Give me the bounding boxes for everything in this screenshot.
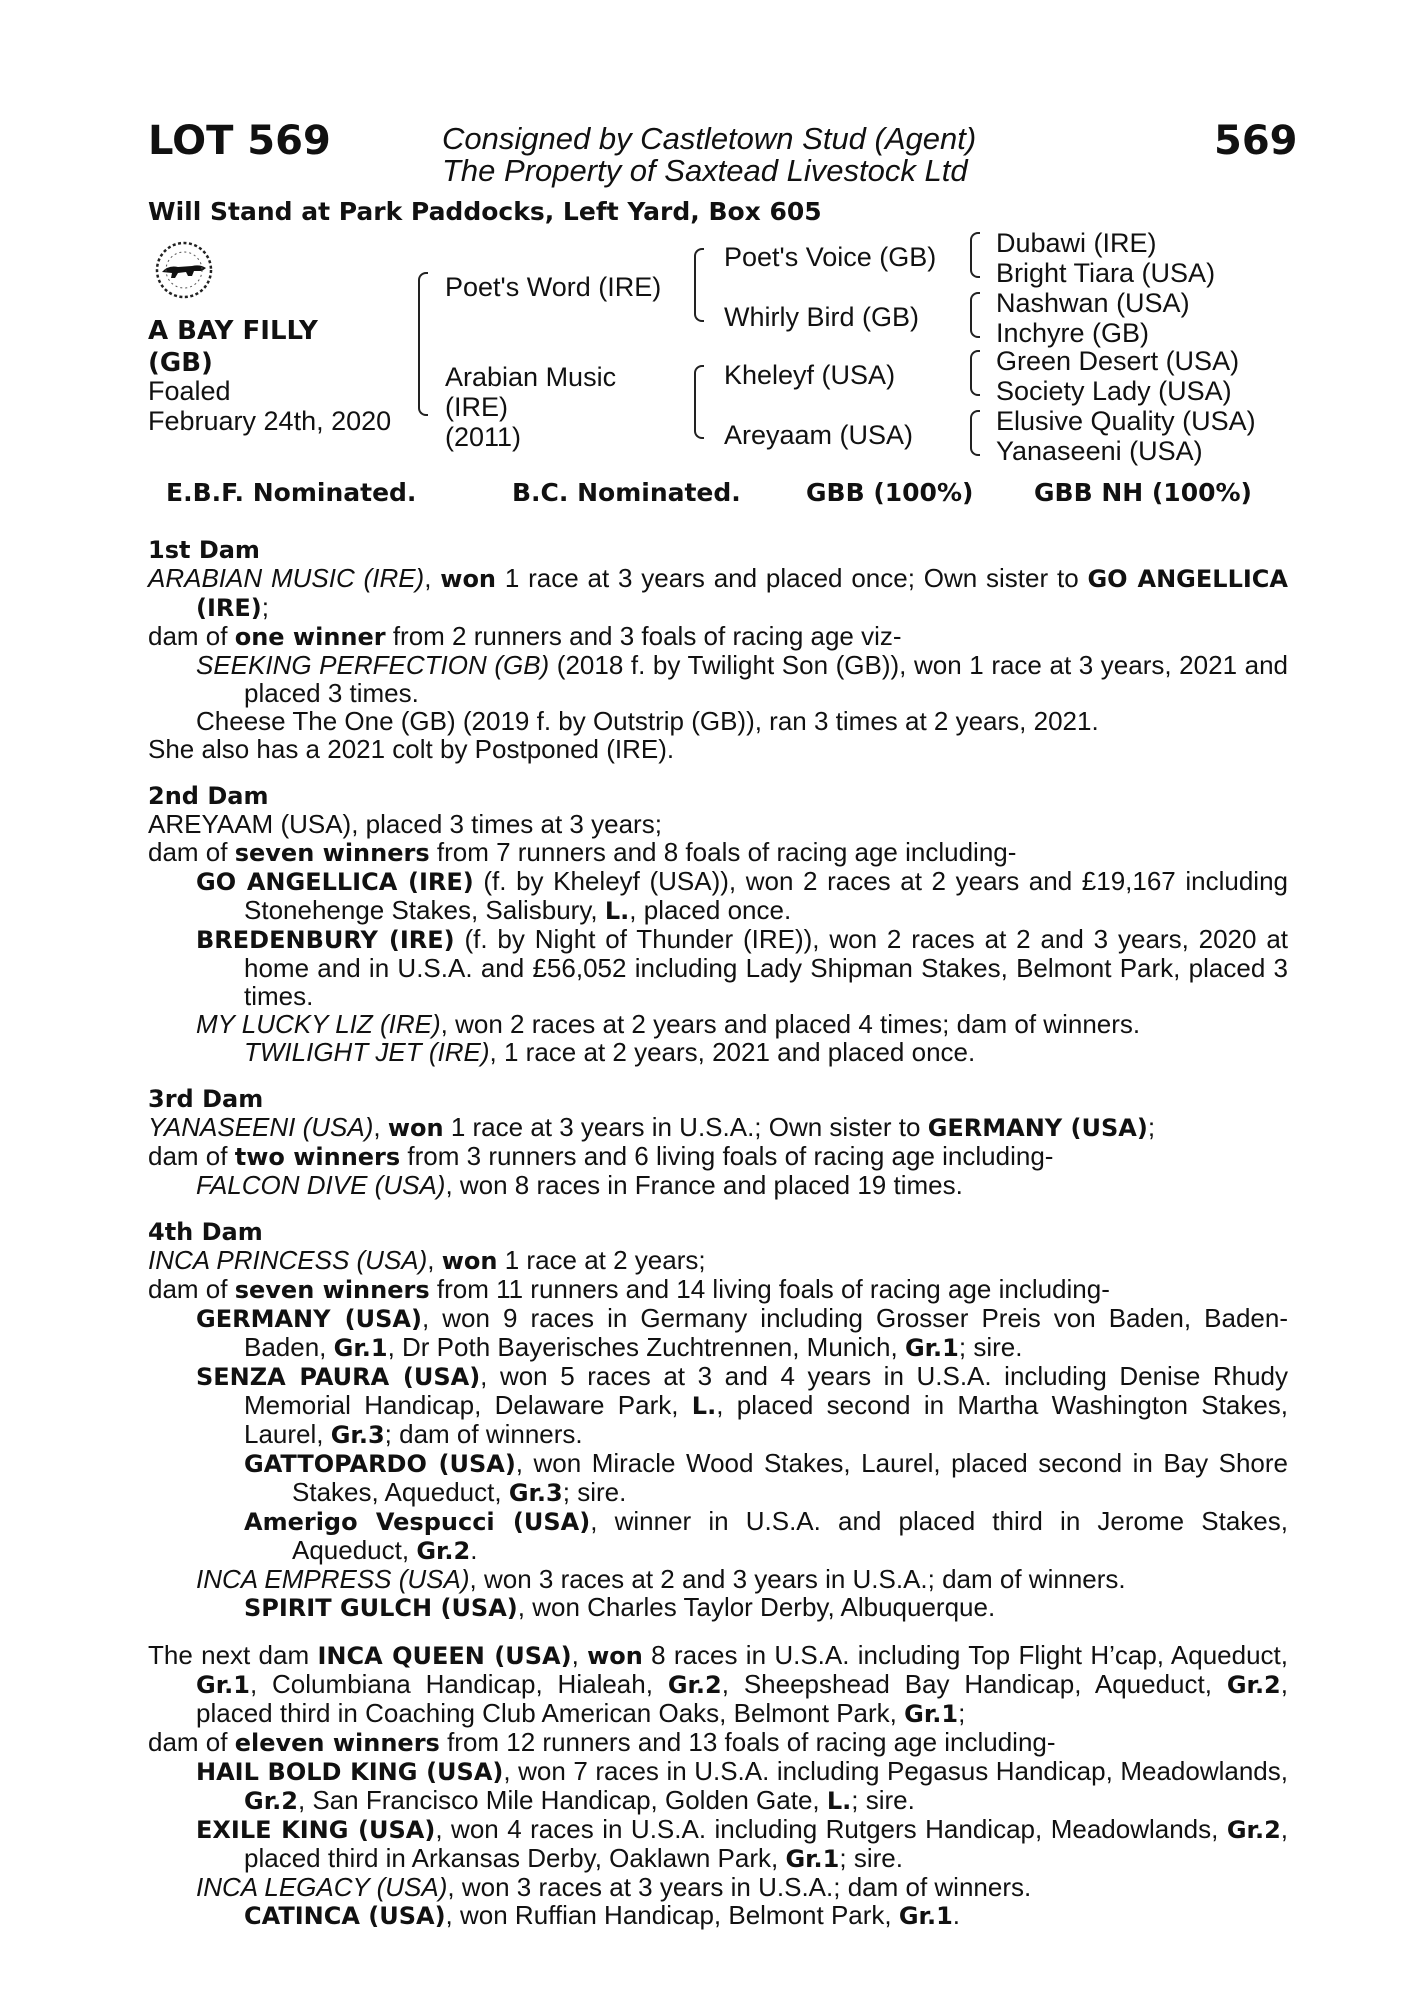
bc-nominated: B.C. Nominated. (512, 478, 741, 507)
produce-entry: INCA LEGACY (USA), won 3 races at 3 years in U.S.A.; dam of winners. (196, 1872, 1032, 1902)
produce-entry: SPIRIT GULCH (USA), won Charles Taylor Derby, Albuquerque. (244, 1592, 996, 1622)
pedigree-brace (970, 232, 980, 278)
first-dam-heading: 1st Dam (148, 536, 260, 564)
gbb-flag: GBB (100%) (806, 478, 974, 507)
third-dam-heading: 3rd Dam (148, 1085, 264, 1113)
pedigree-g6: Society Lady (USA) (996, 376, 1232, 406)
property-line: The Property of Saxtead Livestock Ltd (442, 153, 968, 188)
pedigree-dam-country: (IRE) (445, 392, 508, 422)
pedigree-brace (970, 410, 980, 456)
produce-entry: GO ANGELLICA (IRE) (f. by Kheleyf (USA)), won 2 races at 2 years and £19,167 including Stonehenge Stakes, Salisbury, L., placed once. (196, 866, 1288, 925)
produce-entry: TWILIGHT JET (IRE), 1 race at 2 years, 2021 and placed once. (244, 1037, 976, 1067)
pedigree-brace (970, 350, 980, 396)
produce-entry: FALCON DIVE (USA), won 8 races in France and placed 19 times. (196, 1170, 963, 1200)
produce-entry: CATINCA (USA), won Ruffian Handicap, Belmont Park, Gr.1. (244, 1900, 961, 1930)
consignor-line: Consigned by Castletown Stud (Agent) (442, 121, 977, 156)
produce-entry: SENZA PAURA (USA), won 5 races at 3 and 4 years in U.S.A. including Denise Rhudy Memorial Handicap, Delaware Park, L., placed second in Martha Washington Stakes, Laurel, Gr.3; dam of winners. (196, 1361, 1288, 1449)
produce-entry: Cheese The One (GB) (2019 f. by Outstrip (GB)), ran 3 times at 2 years, 2021. (196, 706, 1099, 736)
pedigree-dam-sire: Kheleyf (USA) (724, 360, 896, 390)
pedigree-sire-dam: Whirly Bird (GB) (724, 302, 919, 332)
produce-entry: GATTOPARDO (USA), won Miracle Wood Stakes, Laurel, placed second in Bay Shore Stakes, Aqueduct, Gr.3; sire. (244, 1448, 1289, 1507)
pedigree-g2: Bright Tiara (USA) (996, 258, 1216, 288)
horse-name: A BAY FILLY (148, 316, 318, 346)
produce-note: She also has a 2021 colt by Postponed (IRE). (148, 734, 675, 764)
pedigree-brace (418, 272, 428, 416)
gbb-nh-flag: GBB NH (100%) (1034, 478, 1252, 507)
foaled-date: February 24th, 2020 (148, 406, 392, 436)
second-dam-entry: AREYAAM (USA), placed 3 times at 3 years; (148, 809, 662, 839)
nominations-row (0, 478, 1424, 512)
pedigree-g7: Elusive Quality (USA) (996, 406, 1256, 436)
produce-entry: GERMANY (USA), won 9 races in Germany including Grosser Preis von Baden, Baden-Baden, Gr.1, Dr Poth Bayerisches Zuchtrennen, Munich, Gr.1; sire. (196, 1303, 1288, 1362)
second-dam-produce-summary: dam of seven winners from 7 runners and 8 foals of racing age including- (148, 837, 1017, 867)
foaled-label: Foaled (148, 376, 231, 406)
first-dam-produce-summary: dam of one winner from 2 runners and 3 foals of racing age viz- (148, 621, 902, 651)
pedigree-brace (970, 292, 980, 338)
lot-label: LOT 569 (148, 118, 331, 164)
produce-entry: INCA EMPRESS (USA), won 3 races at 2 and 3 years in U.S.A.; dam of winners. (196, 1564, 1126, 1594)
ebf-stallion-logo-icon (148, 238, 220, 302)
stand-location: Will Stand at Park Paddocks, Left Yard, Box 605 (148, 197, 822, 226)
fourth-dam-heading: 4th Dam (148, 1218, 263, 1246)
third-dam-produce-summary: dam of two winners from 3 runners and 6 living foals of racing age including- (148, 1141, 1054, 1171)
next-dam-entry: The next dam INCA QUEEN (USA), won 8 races in U.S.A. including Top Flight H’cap, Aqueduct, Gr.1, Columbiana Handicap, Hialeah, Gr.2, Sheepshead Bay Handicap, Aqueduct, Gr.2, placed third in Coaching Club American Oaks, Belmont Park, Gr.1; (148, 1640, 1288, 1728)
fourth-dam-produce-summary: dam of seven winners from 11 runners and 14 living foals of racing age including- (148, 1274, 1110, 1304)
pedigree-g5: Green Desert (USA) (996, 346, 1240, 376)
pedigree-sire-sire: Poet's Voice (GB) (724, 242, 937, 272)
produce-entry: EXILE KING (USA), won 4 races in U.S.A. including Rutgers Handicap, Meadowlands, Gr.2, placed third in Arkansas Derby, Oaklawn Park, Gr.1; sire. (196, 1814, 1289, 1873)
produce-entry: SEEKING PERFECTION (GB) (2018 f. by Twilight Son (GB)), won 1 race at 3 years, 2021 and placed 3 times. (196, 650, 1288, 708)
pedigree-g8: Yanaseeni (USA) (996, 436, 1203, 466)
pedigree-brace (694, 248, 704, 322)
produce-entry: HAIL BOLD KING (USA), won 7 races in U.S.A. including Pegasus Handicap, Meadowlands, Gr.2, San Francisco Mile Handicap, Golden Gate, L.; sire. (196, 1756, 1288, 1815)
pedigree-g1: Dubawi (IRE) (996, 228, 1157, 258)
pedigree-sire: Poet's Word (IRE) (445, 272, 662, 302)
horse-country: (GB) (148, 348, 213, 378)
second-dam-heading: 2nd Dam (148, 782, 269, 810)
pedigree-brace (694, 365, 704, 439)
produce-entry: Amerigo Vespucci (USA), winner in U.S.A. and placed third in Jerome Stakes, Aqueduct, Gr.2. (244, 1506, 1288, 1565)
catalogue-body (148, 536, 1288, 1930)
pedigree-dam-dam: Areyaam (USA) (724, 420, 914, 450)
ebf-nominated: E.B.F. Nominated. (166, 478, 417, 507)
pedigree-dam: Arabian Music (445, 362, 617, 392)
pedigree-g3: Nashwan (USA) (996, 288, 1190, 318)
third-dam-entry: YANASEENI (USA), won 1 race at 3 years in U.S.A.; Own sister to GERMANY (USA); (148, 1112, 1156, 1142)
first-dam-entry: ARABIAN MUSIC (IRE), won 1 race at 3 years and placed once; Own sister to GO ANGELLICA (IRE); (148, 563, 1288, 622)
produce-entry: MY LUCKY LIZ (IRE), won 2 races at 2 years and placed 4 times; dam of winners. (196, 1009, 1141, 1039)
pedigree-g4: Inchyre (GB) (996, 318, 1150, 348)
pedigree-dam-year: (2011) (445, 422, 522, 452)
next-dam-produce-summary: dam of eleven winners from 12 runners and 13 foals of racing age including- (148, 1727, 1056, 1757)
lot-number: 569 (1214, 118, 1298, 164)
produce-entry: BREDENBURY (IRE) (f. by Night of Thunder (IRE)), won 2 races at 2 and 3 years, 2020 at home and in U.S.A. and £56,052 including Lady Shipman Stakes, Belmont Park, placed 3 times. (196, 924, 1288, 1011)
fourth-dam-entry: INCA PRINCESS (USA), won 1 race at 2 years; (148, 1245, 706, 1275)
